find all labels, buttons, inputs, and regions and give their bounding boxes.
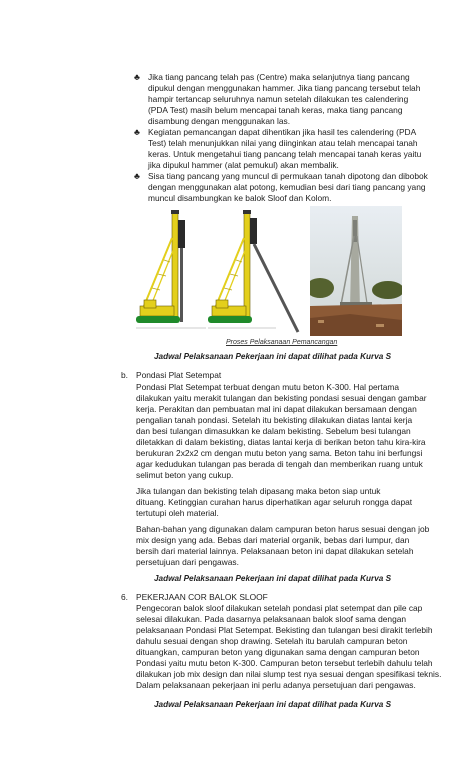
paragraph-line: Jika tulangan dan bekisting telah dipasang maka beton siap untuk — [136, 486, 381, 496]
bullet-line: Sisa tiang pancang yang muncul di permukaan tanah dipotong dan dibobok — [148, 171, 428, 181]
paragraph-line: Pengecoran balok sloof dilakukan setelah pondasi plat setempat dan pile cap — [136, 603, 423, 613]
paragraph-line: Pondasi yaitu mutu beton K-300. Campuran beton tersebut terlebih dahulu telah — [136, 658, 433, 668]
bullet-line: muncul disambungkan ke balok Sloof dan Kolom. — [148, 193, 332, 203]
club-bullet-icon: ♣ — [134, 127, 140, 137]
paragraph-line: tertutupi oleh material. — [136, 508, 219, 518]
bullet-line: (PDA Test) masih belum mencapai tanah keras, maka tiang pancang — [148, 105, 403, 115]
bullet-line: disambung dengan menggunakan las. — [148, 116, 291, 126]
paragraph-line: dituang. Ketinggian curahan harus diperhatikan agar seluruh rongga dapat — [136, 497, 413, 507]
paragraph-line: selesai dilakukan. Pada dasarnya pelaksanaan balok sloof sama dengan — [136, 614, 407, 624]
paragraph-line: dan besi tulangan dimasukkan ke dalam bekisting. Sebelum besi tulangan — [136, 426, 411, 436]
paragraph-line: Pondasi Plat Setempat terbuat dengan mutu beton K-300. Hal pertama — [136, 382, 400, 392]
schedule-note: Jadwal Pelaksanaan Pekerjaan ini dapat dilihat pada Kurva S — [154, 352, 392, 361]
paragraph-line: agar kedudukan tulangan pas berada di tengah dan memberikan ruang untuk — [136, 459, 423, 469]
club-bullet-icon: ♣ — [134, 72, 140, 82]
section-label: b. — [121, 370, 128, 380]
section-label: 6. — [121, 592, 128, 602]
paragraph-line: pelaksanaan Pondasi Plat Setempat. Bekisting dan tulangan besi dirakit terlebih — [136, 625, 433, 635]
bullet-line: jika dipukul hammer (alat pemukul) akan membalik. — [148, 160, 339, 170]
paragraph-line: berukuran 2x2x2 cm dengan mutu beton yang sama. Beton tahu ini berfungsi — [136, 448, 423, 458]
construction-site-photo — [310, 206, 402, 336]
bullet-line: Test) telah menunjukkan nilai yang diinginkan atau telah mencapai tanah — [148, 138, 418, 148]
paragraph-line: selimut beton yang cukup. — [136, 470, 234, 480]
club-bullet-icon: ♣ — [134, 171, 140, 181]
paragraph-line: diletakkan di dalam bekisting, diatas lantai kerja di berikan beton tahu kira-kira — [136, 437, 426, 447]
bullet-line: Kegiatan pemancangan dapat dihentikan jika hasil tes calendering (PDA — [148, 127, 417, 137]
section-title: PEKERJAAN COR BALOK SLOOF — [136, 592, 268, 602]
paragraph-line: bersih dari material lainnya. Pelaksanaan beton ini dapat dilakukan setelah — [136, 546, 414, 556]
schedule-note: Jadwal Pelaksanaan Pekerjaan ini dapat dilihat pada Kurva S — [154, 574, 392, 583]
paragraph-line: dituangkan, campuran beton yang digunakan sama dengan campuran beton — [136, 647, 420, 657]
bullet-line: Jika tiang pancang telah pas (Centre) maka selanjutnya tiang pancang — [148, 72, 410, 82]
bullet-line: dengan menggunakan alat potong, kemudian besi dari tiang pancang yang — [148, 182, 426, 192]
paragraph-line: dahulu sesuai dengan shop drawing. Setelah itu barulah campuran beton — [136, 636, 408, 646]
figure-caption: Proses Pelaksanaan Pemancangan — [226, 339, 338, 346]
paragraph-line: Bahan-bahan yang digunakan dalam campuran beton harus sesuai dengan job — [136, 524, 430, 534]
paragraph-line: kerja. Perakitan dan pembuatan mal ini dapat dilakukan bersamaan dengan — [136, 404, 417, 414]
bullet-line: dipukul dengan menggunakan hammer. Jika tiang pancang tersebut telah — [148, 83, 421, 93]
section-title: Pondasi Plat Setempat — [136, 370, 222, 380]
paragraph-line: persetujuan dari pengawas. — [136, 557, 239, 567]
schedule-note: Jadwal Pelaksanaan Pekerjaan ini dapat dilihat pada Kurva S — [154, 700, 392, 709]
bullet-line: hampir tertancap seluruhnya namun setelah dilakukan tes calendering — [148, 94, 409, 104]
pile-driver-diagram-2 — [206, 208, 301, 333]
paragraph-line: dilakukan job mix design dan nilai slump test nya sesuai dengan spesifikasi teknis. — [136, 669, 442, 679]
paragraph-line: pengalian tanah pondasi. Setelah itu bekisting dilakukan diatas lantai kerja — [136, 415, 413, 425]
paragraph-line: mix design yang ada. Bebas dari material organik, bebas dari lumpur, dan — [136, 535, 410, 545]
bullet-line: keras. Untuk mengetahui tiang pancang telah mencapai tanah keras yaitu — [148, 149, 422, 159]
paragraph-line: Dalam pelaksanaan pekerjaan ini perlu adanya persetujuan dari pengawas. — [136, 680, 416, 690]
paragraph-line: dilakukan yaitu merakit tulangan dan bekisting pondasi sesuai dengan gambar — [136, 393, 427, 403]
